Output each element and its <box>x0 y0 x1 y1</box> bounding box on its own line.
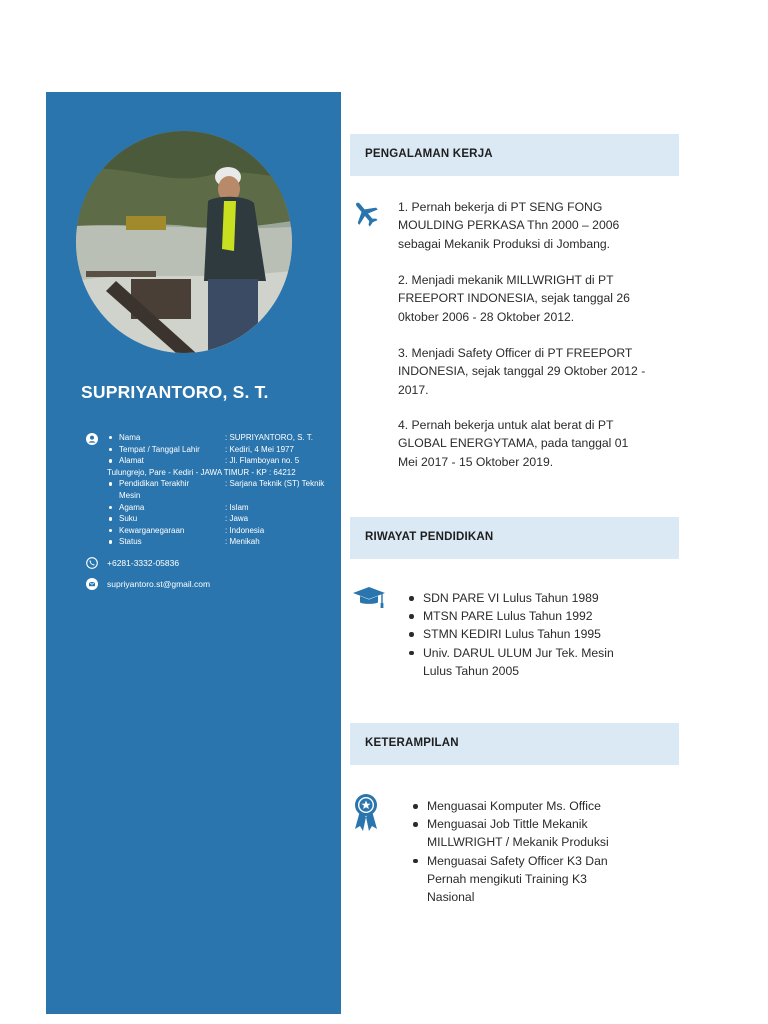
graduation-cap-icon <box>352 585 386 611</box>
detail-value: : Jl. Flamboyan no. 5 <box>225 456 300 466</box>
skill-item: Menguasai Komputer Ms. Office <box>408 797 623 815</box>
skill-item: Menguasai Job Tittle Mekanik MILLWRIGHT / Mekanik Produksi <box>408 815 623 851</box>
detail-value: : Islam <box>225 502 249 512</box>
phone-icon <box>86 557 98 569</box>
profile-sidebar <box>46 92 341 1014</box>
skill-item: Menguasai Safety Officer K3 Dan Pernah mengikuti Training K3 Nasional <box>408 852 623 907</box>
detail-label: Tempat / Tanggal Lahir <box>119 444 200 454</box>
profile-photo-image <box>76 131 292 353</box>
experience-item: 3. Menjadi Safety Officer di PT FREEPORT INDONESIA, sejak tanggal 29 Oktober 2012 - 2017. <box>398 346 646 397</box>
education-list <box>404 589 644 680</box>
detail-value-continued: Tulungrejo, Pare - Kediri - JAWA TIMUR - KP : 64212 <box>107 467 296 477</box>
detail-value: : Sarjana Teknik (ST) Teknik <box>225 479 325 489</box>
skills-section-header <box>350 723 679 765</box>
detail-label: Nama <box>119 433 141 442</box>
detail-value: : Menikah <box>225 537 260 547</box>
skills-list <box>408 797 623 906</box>
detail-label: Alamat <box>119 456 144 466</box>
education-item: Univ. DARUL ULUM Jur Tek. Mesin Lulus Tahun 2005 <box>404 644 644 680</box>
detail-item <box>107 432 337 444</box>
detail-item <box>107 525 337 537</box>
detail-value: : Indonesia <box>225 525 265 535</box>
experience-item: 2. Menjadi mekanik MILLWRIGHT di PT FREEPORT INDONESIA, sejak tanggal 26 0ktober 2006 - 28 Oktober 2012. <box>398 273 630 324</box>
education-section-header <box>350 517 679 559</box>
detail-value: : Jawa <box>225 514 249 524</box>
person-icon <box>86 432 98 444</box>
detail-value: : SUPRIYANTORO, S. T. <box>225 433 314 442</box>
experience-item: 1. Pernah bekerja di PT SENG FONG MOULDING PERKASA Thn 2000 – 2006 sebagai Mekanik Produksi di Jombang. <box>398 200 620 251</box>
email-icon <box>86 578 98 590</box>
email-address[interactable]: supriyantoro.st@gmail.com <box>107 579 211 589</box>
education-title: RIWAYAT PENDIDIKAN <box>365 531 494 543</box>
detail-item <box>107 536 337 548</box>
detail-label: Suku <box>119 514 138 524</box>
skills-title: KETERAMPILAN <box>365 737 459 749</box>
experience-item: 4. Pernah bekerja untuk alat berat di PT GLOBAL ENERGYTAMA, pada tanggal 01 Mei 2017 - 15 Oktober 2019. <box>398 418 629 469</box>
education-item: MTSN PARE Lulus Tahun 1992 <box>404 607 644 625</box>
detail-item <box>107 444 337 456</box>
detail-label: Agama <box>119 502 145 512</box>
detail-label: Kewarganegaraan <box>119 525 185 535</box>
detail-value: : Kediri, 4 Mei 1977 <box>225 444 294 454</box>
detail-label: Pendidikan Terakhir <box>119 479 190 489</box>
education-item: STMN KEDIRI Lulus Tahun 1995 <box>404 625 644 643</box>
experience-title: PENGALAMAN KERJA <box>365 148 493 160</box>
phone-number[interactable]: +6281-3332-05836 <box>107 558 180 568</box>
detail-item <box>107 513 337 525</box>
experience-section-header <box>350 134 679 176</box>
detail-item <box>107 502 337 514</box>
detail-item <box>107 455 337 478</box>
personal-details-list <box>107 432 337 548</box>
candidate-name: SUPRIYANTORO, S. T. <box>81 382 269 402</box>
award-ribbon-icon <box>353 793 379 833</box>
detail-label: Status <box>119 537 142 547</box>
profile-photo <box>76 131 292 353</box>
education-item: SDN PARE VI Lulus Tahun 1989 <box>404 589 644 607</box>
airplane-icon <box>350 198 380 228</box>
detail-item <box>107 478 337 501</box>
detail-value-continued: Mesin <box>119 490 141 500</box>
